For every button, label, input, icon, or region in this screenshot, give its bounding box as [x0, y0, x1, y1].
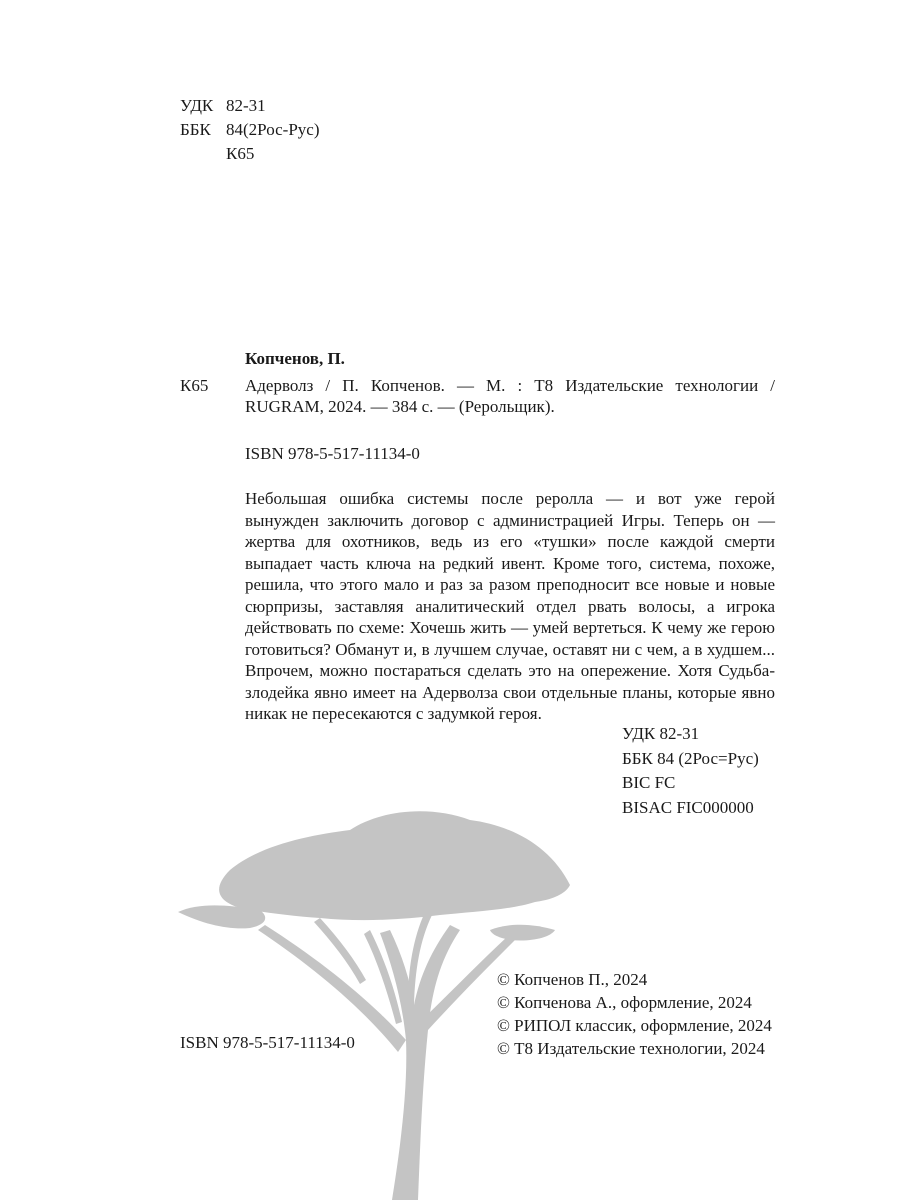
- classification-value: 84(2Рос-Рус): [226, 120, 320, 139]
- copyright-block: [497, 968, 772, 1060]
- isbn-bottom: ISBN 978-5-517-11134-0: [180, 1033, 355, 1052]
- classification-line: BISAC FIC000000: [622, 797, 754, 817]
- classification-key: УДК: [180, 96, 214, 115]
- classification-row-udk: [180, 95, 480, 119]
- classification-row-author-mark: [180, 143, 480, 167]
- author-mark: К65: [180, 376, 209, 395]
- author-heading: Копченов, П.: [245, 349, 345, 368]
- classification-line: ББК 84 (2Рос=Рус): [622, 748, 759, 768]
- isbn-main: ISBN 978-5-517-11134-0: [245, 444, 420, 463]
- copyright-line: © Копченов П., 2024: [497, 970, 648, 989]
- annotation-paragraph: Небольшая ошибка системы после реролла — и вот уже герой вынужден заключить договор с администрацией Игры. Теперь он — жертва для охотников, ведь из его «тушки» после каждой смерти выпадает часть ключа на редкий ивент. Кроме того, система, похоже, решила, что этого мало и раз за разом преподносит все новые и новые сюрпризы, заставляя аналитический отдел рвать волосы, а игрока действовать по схеме: Хочешь жить — умей вертеться. К чему же герою готовиться? Обманут и, в лучшем случае, оставят ни с чем, а в худшем... Впрочем, можно постараться сделать это на опережение. Хотя Судьба-злодейка явно имеет на Адерволза свои отдельные планы, которые явно никак не пересекаются с задумкой героя.: [245, 489, 775, 723]
- classification-right: [622, 722, 759, 820]
- copyright-line: © Копченова А., оформление, 2024: [497, 993, 752, 1012]
- classification-key: ББК: [180, 120, 211, 139]
- classification-value: 82-31: [226, 96, 266, 115]
- classification-row-bbk: [180, 119, 480, 143]
- annotation-text: [245, 488, 775, 725]
- bibliographic-record: Адерволз / П. Копченов. — М. : Т8 Издательские технологии / RUGRAM, 2024. — 384 с. — (Рерольщик).: [245, 376, 775, 416]
- classification-value: К65: [226, 144, 255, 163]
- classification-line: УДК 82-31: [622, 724, 700, 743]
- classification-top: [180, 95, 480, 167]
- classification-key: [180, 143, 226, 167]
- copyright-line: © РИПОЛ классик, оформление, 2024: [497, 1016, 772, 1035]
- copyright-line: © Т8 Издательские технологии, 2024: [497, 1039, 765, 1058]
- classification-line: BIC FC: [622, 773, 676, 792]
